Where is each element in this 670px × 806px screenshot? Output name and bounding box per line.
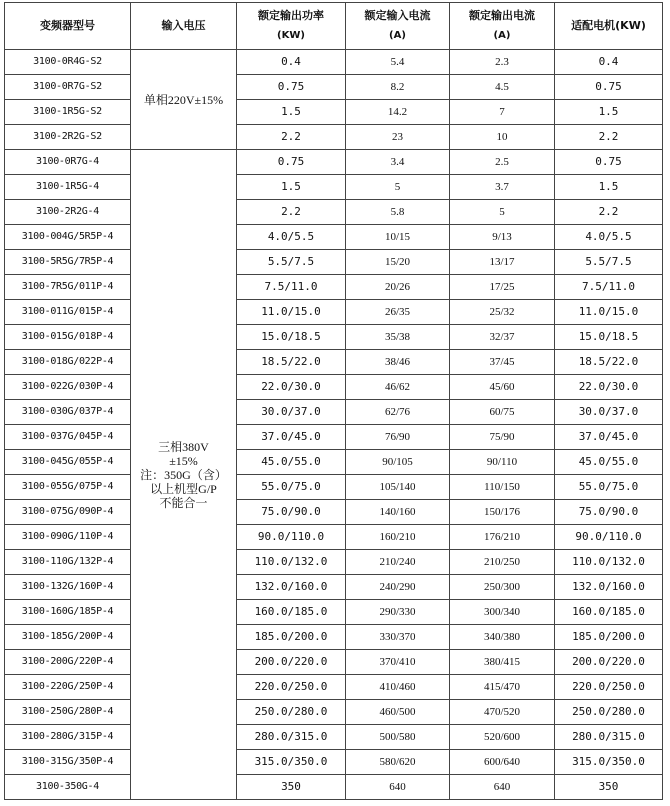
cell-rated-power: 0.4 [237,50,346,75]
cell-motor: 0.75 [555,75,663,100]
cell-rated-output-current: 380/415 [450,650,555,675]
header-motor: 适配电机(KW) [555,3,663,50]
cell-rated-output-current: 25/32 [450,300,555,325]
cell-rated-power: 45.0/55.0 [237,450,346,475]
cell-rated-power: 220.0/250.0 [237,675,346,700]
cell-rated-output-current: 5 [450,200,555,225]
header-rated-input-current [346,3,450,50]
cell-motor: 18.5/22.0 [555,350,663,375]
cell-rated-input-current: 105/140 [346,475,450,500]
cell-model: 3100-2R2G-4 [5,200,131,225]
cell-rated-input-current: 38/46 [346,350,450,375]
cell-model: 3100-015G/018P-4 [5,325,131,350]
cell-model: 3100-250G/280P-4 [5,700,131,725]
cell-rated-output-current: 90/110 [450,450,555,475]
cell-model: 3100-090G/110P-4 [5,525,131,550]
cell-rated-output-current: 13/17 [450,250,555,275]
cell-rated-input-current: 140/160 [346,500,450,525]
table-row [5,650,663,675]
header-input-voltage: 输入电压 [131,3,237,50]
cell-motor: 220.0/250.0 [555,675,663,700]
cell-motor: 2.2 [555,200,663,225]
header-rated-input-current-label: 额定输入电流 [364,9,431,22]
cell-motor: 5.5/7.5 [555,250,663,275]
cell-rated-power: 132.0/160.0 [237,575,346,600]
cell-rated-input-current: 160/210 [346,525,450,550]
cell-rated-power: 15.0/18.5 [237,325,346,350]
table-row [5,350,663,375]
cell-rated-input-current: 8.2 [346,75,450,100]
header-rated-output-current-unit: (A) [493,30,511,41]
cell-rated-power: 200.0/220.0 [237,650,346,675]
table-row [5,550,663,575]
table-row [5,275,663,300]
table-row [5,200,663,225]
cell-motor: 185.0/200.0 [555,625,663,650]
cell-rated-output-current: 7 [450,100,555,125]
three-phase-note-line: 以上机型G/P [150,481,217,496]
table-row [5,175,663,200]
cell-rated-output-current: 640 [450,775,555,800]
table-row [5,775,663,800]
header-rated-output-current-label: 额定输出电流 [469,9,535,22]
cell-model: 3100-132G/160P-4 [5,575,131,600]
cell-model: 3100-0R7G-S2 [5,75,131,100]
cell-rated-power: 30.0/37.0 [237,400,346,425]
cell-rated-input-current: 14.2 [346,100,450,125]
cell-rated-output-current: 2.5 [450,150,555,175]
cell-model: 3100-011G/015P-4 [5,300,131,325]
cell-rated-output-current: 60/75 [450,400,555,425]
cell-motor: 30.0/37.0 [555,400,663,425]
cell-input-voltage-three-phase [131,150,237,800]
cell-rated-output-current: 470/520 [450,700,555,725]
table-row [5,100,663,125]
cell-rated-power: 350 [237,775,346,800]
cell-rated-input-current: 26/35 [346,300,450,325]
cell-rated-power: 7.5/11.0 [237,275,346,300]
cell-model: 3100-350G-4 [5,775,131,800]
cell-rated-output-current: 45/60 [450,375,555,400]
table-row [5,300,663,325]
cell-rated-power: 0.75 [237,75,346,100]
cell-model: 3100-200G/220P-4 [5,650,131,675]
cell-model: 3100-004G/5R5P-4 [5,225,131,250]
cell-rated-output-current: 600/640 [450,750,555,775]
cell-rated-input-current: 10/15 [346,225,450,250]
table-row [5,625,663,650]
table-row [5,475,663,500]
cell-rated-input-current: 370/410 [346,650,450,675]
table-row [5,150,663,175]
cell-motor: 200.0/220.0 [555,650,663,675]
cell-rated-input-current: 330/370 [346,625,450,650]
table-body [5,50,663,800]
table-row [5,750,663,775]
three-phase-note-line: ±15% [169,453,198,468]
cell-rated-input-current: 20/26 [346,275,450,300]
cell-motor: 11.0/15.0 [555,300,663,325]
cell-model: 3100-5R5G/7R5P-4 [5,250,131,275]
cell-motor: 55.0/75.0 [555,475,663,500]
cell-rated-output-current: 150/176 [450,500,555,525]
cell-model: 3100-030G/037P-4 [5,400,131,425]
cell-rated-power: 55.0/75.0 [237,475,346,500]
cell-rated-power: 315.0/350.0 [237,750,346,775]
cell-model: 3100-315G/350P-4 [5,750,131,775]
cell-rated-input-current: 3.4 [346,150,450,175]
cell-rated-input-current: 240/290 [346,575,450,600]
table-row [5,450,663,475]
cell-rated-power: 4.0/5.5 [237,225,346,250]
cell-model: 3100-045G/055P-4 [5,450,131,475]
cell-rated-output-current: 415/470 [450,675,555,700]
cell-motor: 132.0/160.0 [555,575,663,600]
header-rated-power-label: 额定输出功率 [258,9,324,22]
cell-rated-power: 22.0/30.0 [237,375,346,400]
cell-rated-input-current: 35/38 [346,325,450,350]
cell-rated-output-current: 10 [450,125,555,150]
table-row [5,50,663,75]
cell-model: 3100-2R2G-S2 [5,125,131,150]
cell-rated-output-current: 37/45 [450,350,555,375]
cell-rated-power: 2.2 [237,125,346,150]
cell-rated-output-current: 75/90 [450,425,555,450]
table-row [5,225,663,250]
cell-rated-power: 280.0/315.0 [237,725,346,750]
table-row [5,375,663,400]
cell-motor: 350 [555,775,663,800]
cell-model: 3100-1R5G-S2 [5,100,131,125]
cell-rated-input-current: 210/240 [346,550,450,575]
table-row [5,500,663,525]
cell-rated-output-current: 176/210 [450,525,555,550]
cell-rated-output-current: 250/300 [450,575,555,600]
table-row [5,75,663,100]
cell-model: 3100-075G/090P-4 [5,500,131,525]
cell-rated-input-current: 46/62 [346,375,450,400]
cell-motor: 110.0/132.0 [555,550,663,575]
cell-model: 3100-7R5G/011P-4 [5,275,131,300]
cell-rated-power: 250.0/280.0 [237,700,346,725]
cell-rated-output-current: 9/13 [450,225,555,250]
three-phase-note-line: 不能合一 [159,495,208,510]
cell-model: 3100-0R7G-4 [5,150,131,175]
cell-rated-output-current: 210/250 [450,550,555,575]
cell-motor: 0.75 [555,150,663,175]
cell-rated-power: 1.5 [237,100,346,125]
cell-rated-input-current: 460/500 [346,700,450,725]
cell-rated-input-current: 290/330 [346,600,450,625]
table-row [5,325,663,350]
header-model: 变频器型号 [5,3,131,50]
cell-motor: 250.0/280.0 [555,700,663,725]
cell-motor: 0.4 [555,50,663,75]
table-header [5,3,663,50]
header-rated-power [237,3,346,50]
cell-rated-output-current: 340/380 [450,625,555,650]
table-row [5,400,663,425]
cell-model: 3100-018G/022P-4 [5,350,131,375]
cell-motor: 7.5/11.0 [555,275,663,300]
cell-rated-input-current: 5.8 [346,200,450,225]
cell-rated-input-current: 15/20 [346,250,450,275]
cell-rated-power: 11.0/15.0 [237,300,346,325]
cell-motor: 1.5 [555,175,663,200]
cell-rated-input-current: 62/76 [346,400,450,425]
cell-rated-input-current: 410/460 [346,675,450,700]
cell-model: 3100-055G/075P-4 [5,475,131,500]
cell-rated-output-current: 17/25 [450,275,555,300]
cell-motor: 1.5 [555,100,663,125]
header-rated-input-current-unit: (A) [389,30,406,41]
cell-rated-output-current: 2.3 [450,50,555,75]
cell-rated-power: 185.0/200.0 [237,625,346,650]
cell-rated-output-current: 32/37 [450,325,555,350]
cell-model: 3100-110G/132P-4 [5,550,131,575]
cell-rated-power: 5.5/7.5 [237,250,346,275]
cell-rated-power: 1.5 [237,175,346,200]
cell-motor: 75.0/90.0 [555,500,663,525]
cell-rated-power: 18.5/22.0 [237,350,346,375]
header-row [5,3,663,50]
cell-rated-output-current: 520/600 [450,725,555,750]
cell-model: 3100-0R4G-S2 [5,50,131,75]
table-row [5,425,663,450]
cell-input-voltage-single-phase: 单相220V±15% [131,50,237,150]
cell-rated-power: 0.75 [237,150,346,175]
cell-rated-power: 2.2 [237,200,346,225]
cell-motor: 22.0/30.0 [555,375,663,400]
cell-rated-input-current: 5 [346,175,450,200]
header-rated-power-unit: (KW) [277,30,305,41]
cell-rated-power: 160.0/185.0 [237,600,346,625]
cell-rated-input-current: 23 [346,125,450,150]
table-row [5,600,663,625]
cell-model: 3100-220G/250P-4 [5,675,131,700]
cell-rated-input-current: 5.4 [346,50,450,75]
cell-model: 3100-1R5G-4 [5,175,131,200]
cell-rated-input-current: 76/90 [346,425,450,450]
cell-motor: 280.0/315.0 [555,725,663,750]
cell-model: 3100-280G/315P-4 [5,725,131,750]
cell-rated-input-current: 640 [346,775,450,800]
cell-motor: 315.0/350.0 [555,750,663,775]
table-row [5,700,663,725]
inverter-spec-table [4,2,663,800]
cell-motor: 2.2 [555,125,663,150]
table-row [5,575,663,600]
cell-motor: 15.0/18.5 [555,325,663,350]
cell-model: 3100-160G/185P-4 [5,600,131,625]
cell-model: 3100-185G/200P-4 [5,625,131,650]
cell-motor: 37.0/45.0 [555,425,663,450]
cell-model: 3100-022G/030P-4 [5,375,131,400]
cell-motor: 160.0/185.0 [555,600,663,625]
cell-rated-output-current: 300/340 [450,600,555,625]
three-phase-note-line: 注：350G（含） [140,467,227,482]
table-row [5,725,663,750]
cell-motor: 90.0/110.0 [555,525,663,550]
table-row [5,675,663,700]
cell-rated-input-current: 90/105 [346,450,450,475]
three-phase-note-line: 三相380V [158,439,209,454]
cell-motor: 45.0/55.0 [555,450,663,475]
cell-rated-power: 75.0/90.0 [237,500,346,525]
cell-rated-input-current: 500/580 [346,725,450,750]
cell-model: 3100-037G/045P-4 [5,425,131,450]
table-row [5,250,663,275]
cell-rated-input-current: 580/620 [346,750,450,775]
cell-motor: 4.0/5.5 [555,225,663,250]
cell-rated-output-current: 110/150 [450,475,555,500]
cell-rated-power: 37.0/45.0 [237,425,346,450]
cell-rated-power: 110.0/132.0 [237,550,346,575]
header-rated-output-current [450,3,555,50]
cell-rated-output-current: 3.7 [450,175,555,200]
table-row [5,125,663,150]
table-row [5,525,663,550]
cell-rated-power: 90.0/110.0 [237,525,346,550]
cell-rated-output-current: 4.5 [450,75,555,100]
